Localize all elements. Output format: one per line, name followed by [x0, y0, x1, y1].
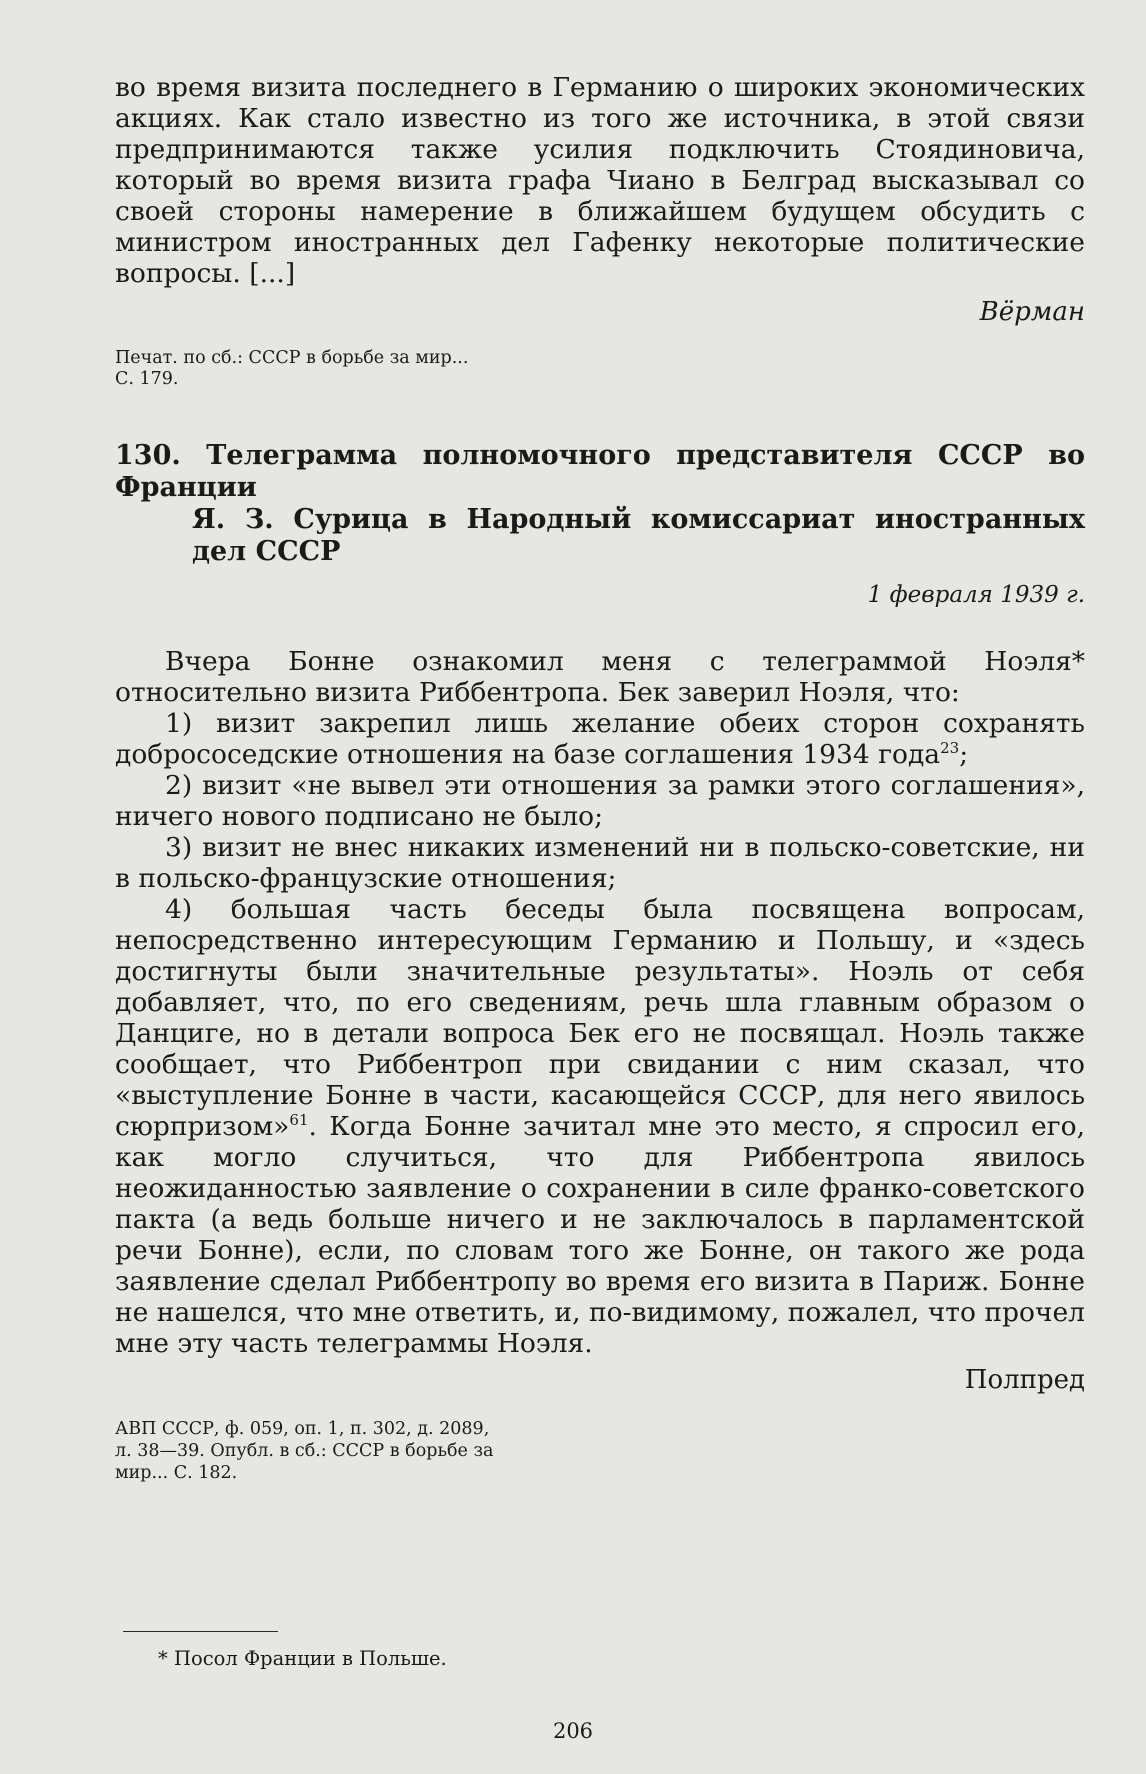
footnote-divider	[123, 1631, 278, 1632]
top-source	[115, 348, 1085, 390]
endnote-ref: 23	[940, 739, 960, 758]
source-line: л. 38—39. Опубл. в сб.: СССР в борьбе за	[115, 1441, 494, 1461]
archive-source	[115, 1418, 1085, 1484]
footnote: * Посол Франции в Польше.	[158, 1647, 447, 1670]
top-signature: Вёрман	[979, 297, 1085, 327]
document-number: 130.	[115, 440, 181, 471]
paragraph: 1) визит закрепил лишь желание обеих сторон сохранять добрососедские отношения на базе соглашения 1934 года$^{23}$;	[115, 708, 1085, 770]
page-number: 206	[552, 1719, 594, 1743]
top-source-line: С. 179.	[115, 369, 179, 389]
document-title-line: Я. З. Сурица в Народный комиссариат иностранных дел СССР	[192, 504, 1085, 567]
source-line: мир... С. 182.	[115, 1463, 238, 1483]
page-content	[115, 72, 1085, 1484]
paragraph: 2) визит «не вывел эти отношения за рамки этого соглашения», ничего нового подписано не было;	[115, 770, 1085, 832]
document-date: 1 февраля 1939 г.	[867, 582, 1085, 608]
document-heading	[115, 440, 1085, 568]
document-title-line: Телеграмма полномочного представителя СССР во Франции	[115, 440, 1086, 503]
paragraph: 4) большая часть беседы была посвящена вопросам, непосредственно интересующим Германию и Польшу, и «здесь достигнуты были значительные результаты». Ноэль от себя добавляет, что, по его сведениям, речь шла главным образом о Данциге, но в детали вопроса Бек его не посвящал. Ноэль также сообщает, что Риббентроп при свидании с ним сказал, что «выступление Бонне в части, касающейся СССР, для него явилось сюрпризом»$^{61}$. Когда Бонне зачитал мне это место, я спросил его, как могло случиться, что для Риббентропа явилось неожиданностью заявление о сохранении в силе франко-советского пакта (а ведь больше ничего и не заключалось в парламентской речи Бонне), если, по словам того же Бонне, он такого же рода заявление сделал Риббентропу во время его визита в Париж. Бонне не нашелся, что мне ответить, и, по-видимому, пожалел, что прочел мне эту часть телеграммы Ноэля.	[115, 894, 1085, 1359]
paragraph: 3) визит не внес никаких изменений ни в польско-советские, ни в польско-французские отношения;	[115, 832, 1085, 894]
endnote-ref: 61	[289, 1111, 309, 1130]
telegram-body	[115, 646, 1085, 1359]
top-source-line: Печат. по сб.: СССР в борьбе за мир...	[115, 348, 469, 368]
top-paragraph: во время визита последнего в Германию о широких экономических акциях. Как стало известно из того же источника, в этой связи предпринимаются также усилия подключить Стоядиновича, который во время визита графа Чиано в Белград высказывал со своей стороны намерение в ближайшем будущем обсудить с министром иностранных дел Гафенку некоторые политические вопросы. [...]	[115, 72, 1085, 289]
paragraph: Вчера Бонне ознакомил меня с телеграммой Ноэля* относительно визита Риббентропа. Бек заверил Ноэля, что:	[115, 646, 1085, 708]
signature: Полпред	[964, 1365, 1085, 1395]
source-line: АВП СССР, ф. 059, оп. 1, п. 302, д. 2089,	[115, 1419, 490, 1439]
